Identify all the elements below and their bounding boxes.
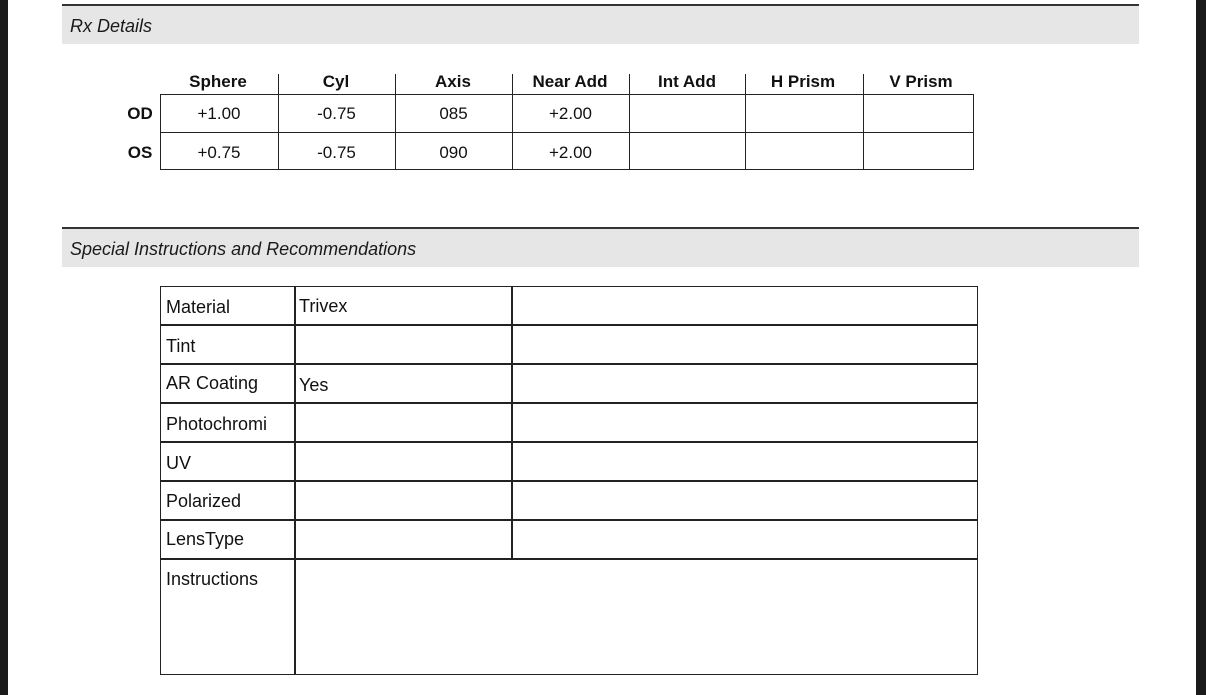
rx-col-divider [863, 94, 864, 170]
os-sphere[interactable]: +0.75 [197, 143, 241, 162]
sp-row-divider [160, 558, 978, 560]
sp-col-divider [511, 286, 513, 559]
document-page [8, 0, 1196, 695]
row-label-od: OD [127, 104, 153, 123]
sp-row-divider [160, 480, 978, 482]
label-instructions: Instructions [166, 569, 259, 589]
sp-row-divider [160, 363, 978, 365]
row-label-os: OS [127, 143, 153, 162]
os-near-add[interactable]: +2.00 [548, 143, 592, 162]
label-ar-coating: AR Coating [166, 373, 259, 393]
col-sphere: Sphere [189, 72, 247, 91]
od-cyl[interactable]: -0.75 [317, 104, 356, 123]
sp-row-divider [160, 519, 978, 521]
value-material[interactable]: Trivex [299, 296, 348, 316]
label-uv: UV [166, 453, 192, 473]
sp-row-divider [160, 402, 978, 404]
od-axis[interactable]: 085 [439, 104, 468, 123]
sp-row-divider [160, 324, 978, 326]
label-photochromic: Photochromi [166, 414, 268, 434]
os-axis[interactable]: 090 [439, 143, 468, 162]
col-h-prism: H Prism [770, 72, 836, 91]
col-axis: Axis [435, 72, 471, 91]
rx-col-divider [629, 94, 630, 170]
label-lens-type: LensType [166, 529, 245, 549]
col-v-prism: V Prism [889, 72, 953, 91]
special-instructions-header: Special Instructions and Recommendations [62, 227, 1139, 267]
label-polarized: Polarized [166, 491, 242, 511]
label-tint: Tint [166, 336, 196, 356]
sp-row-divider [160, 441, 978, 443]
rx-row-divider [160, 132, 974, 133]
col-int-add: Int Add [658, 72, 716, 91]
od-sphere[interactable]: +1.00 [197, 104, 241, 123]
rx-details-header: Rx Details [62, 4, 1139, 44]
rx-col-divider [745, 94, 746, 170]
sp-col-divider [294, 286, 296, 675]
col-cyl: Cyl [322, 72, 350, 91]
col-near-add: Near Add [532, 72, 608, 91]
label-material: Material [166, 297, 231, 317]
value-ar-coating[interactable]: Yes [299, 375, 329, 395]
os-cyl[interactable]: -0.75 [317, 143, 356, 162]
od-near-add[interactable]: +2.00 [548, 104, 592, 123]
